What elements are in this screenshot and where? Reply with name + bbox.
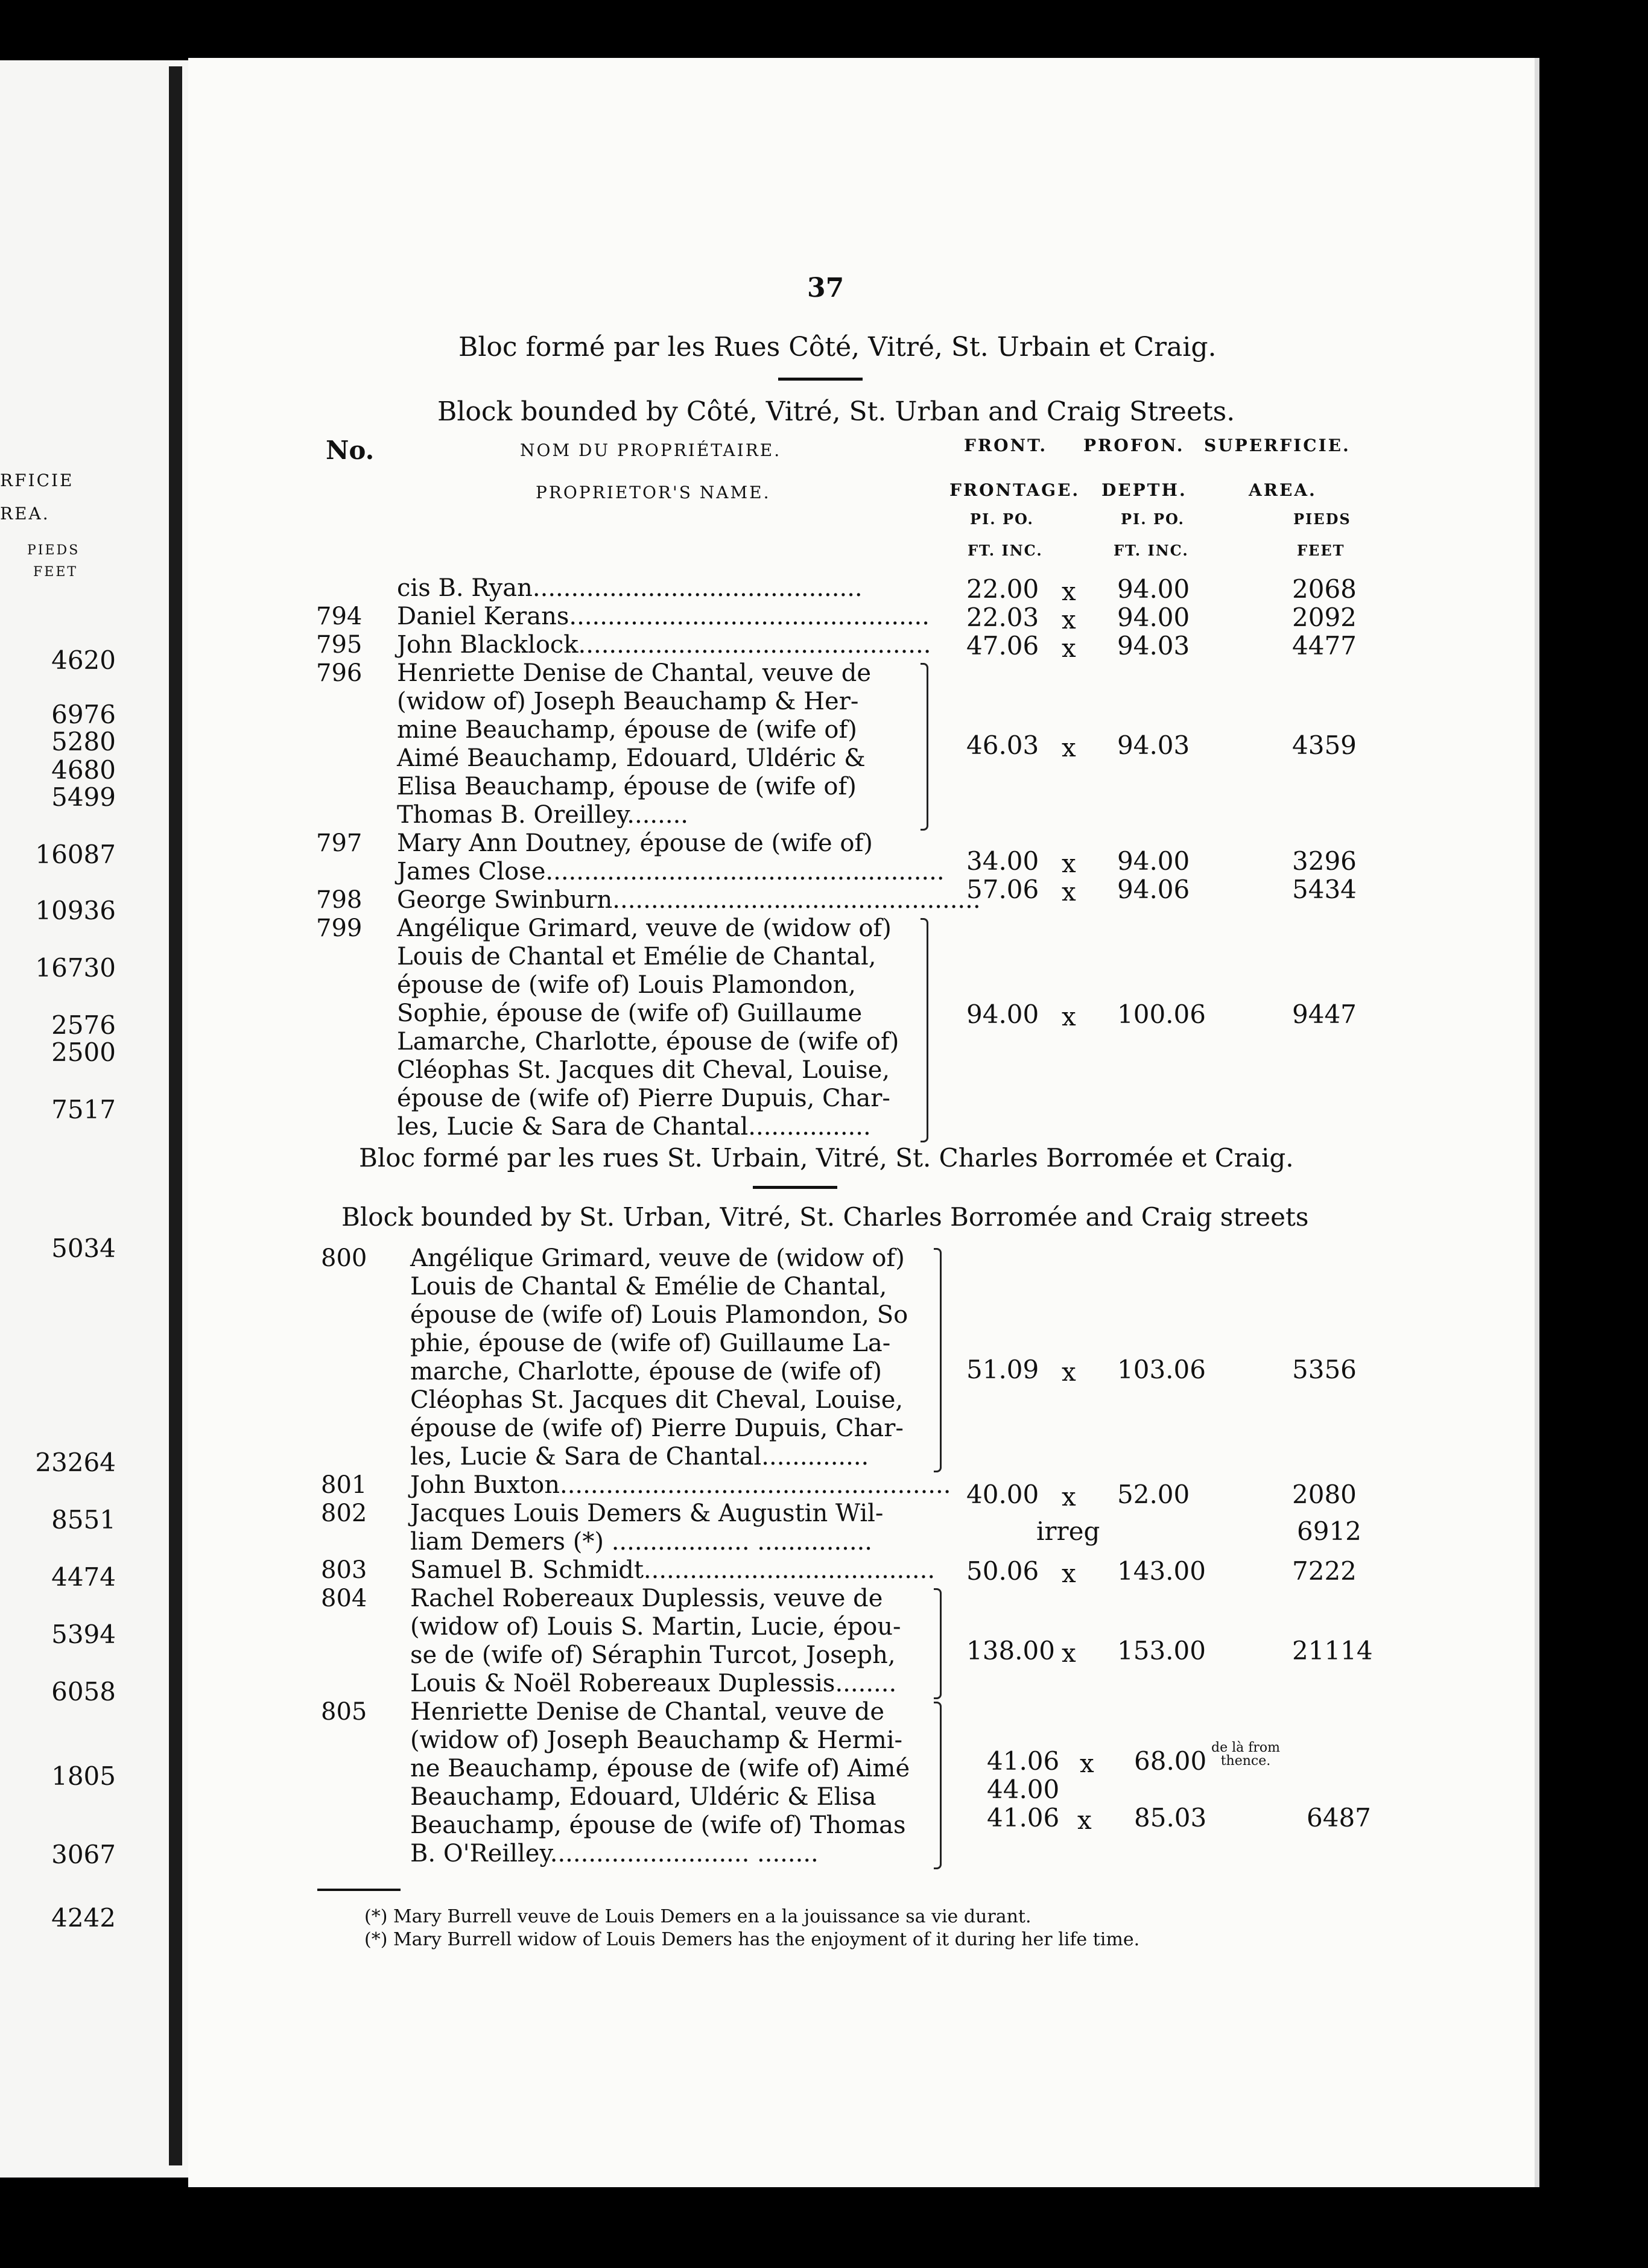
left-area-value: 4680 <box>51 755 116 785</box>
entry-number: 802 <box>321 1500 367 1527</box>
left-page-header-1: RFICIE <box>0 470 74 490</box>
header-depth-unit1: PI. PO. <box>1121 510 1185 528</box>
depth-value: 52.00 <box>1117 1480 1190 1510</box>
proprietor-line: (widow of) Louis S. Martin, Lucie, épou- <box>410 1613 901 1641</box>
header-depth-fr: PROFON. <box>1083 436 1185 455</box>
header-front-unit2: FT. INC. <box>968 542 1043 559</box>
proprietor-line: Cléophas St. Jacques dit Cheval, Louise, <box>397 1056 890 1084</box>
depth-value: 100.06 <box>1117 999 1206 1029</box>
proprietor-line: Louis de Chantal et Emélie de Chantal, <box>397 943 876 971</box>
times-sign: x <box>1062 732 1076 762</box>
proprietor-line: phie, épouse de (wife of) Guillaume La- <box>410 1329 891 1357</box>
header-area-unit1: PIEDS <box>1293 510 1351 528</box>
proprietor-line: Angélique Grimard, veuve de (widow of) <box>397 914 892 942</box>
proprietor-line: cis B. Ryan........................................... <box>397 574 863 602</box>
proprietor-line: Louis de Chantal & Emélie de Chantal, <box>410 1273 887 1300</box>
entry-number: 794 <box>316 603 363 630</box>
left-area-value: 6976 <box>51 700 116 729</box>
footnote-fr: (*) Mary Burrell veuve de Louis Demers en a la jouissance sa vie durant. <box>364 1906 1032 1927</box>
proprietor-line: Samuel B. Schmidt...................................... <box>410 1556 936 1584</box>
times-sign: x <box>1062 1482 1076 1512</box>
proprietor-line: Thomas B. Oreilley........ <box>397 801 689 829</box>
header-front-fr: FRONT. <box>964 436 1048 455</box>
frontage-value: 22.00 <box>966 574 1039 604</box>
entry-brace <box>921 918 928 1142</box>
area-value: 6912 <box>1297 1516 1361 1547</box>
left-page-header-2: REA. <box>0 504 50 524</box>
times-sign: x <box>1080 1748 1094 1778</box>
header-name-fr: NOM DU PROPRIÉTAIRE. <box>520 440 782 460</box>
times-sign: x <box>1062 877 1076 907</box>
proprietor-line: Cléophas St. Jacques dit Cheval, Louise, <box>410 1386 904 1414</box>
left-area-value: 16730 <box>35 953 116 983</box>
proprietor-line: épouse de (wife of) Louis Plamondon, So <box>410 1301 908 1329</box>
area-value: 2080 <box>1292 1480 1357 1510</box>
proprietor-line: Aimé Beauchamp, Edouard, Uldéric & <box>397 744 866 772</box>
area-value: 9447 <box>1292 999 1357 1029</box>
frontage-value: 22.03 <box>966 603 1039 632</box>
header-name-en: PROPRIETOR'S NAME. <box>536 483 771 502</box>
frontage-value: 50.06 <box>966 1556 1039 1586</box>
depth-value: 94.00 <box>1117 574 1190 604</box>
frontage-value: 41.06 <box>987 1802 1060 1832</box>
area-value: 5434 <box>1292 875 1357 905</box>
depth-value: 94.00 <box>1117 603 1190 632</box>
depth-value: 68.00 <box>1134 1746 1207 1776</box>
times-sign: x <box>1062 605 1076 635</box>
section2-title-fr: Bloc formé par les rues St. Urbain, Vitré, St. Charles Borromée et Craig. <box>359 1143 1294 1173</box>
entry-number: 799 <box>316 914 363 942</box>
title-rule <box>778 378 863 381</box>
frontage-value: 47.06 <box>966 631 1039 660</box>
area-value: 21114 <box>1292 1635 1373 1665</box>
times-sign: x <box>1062 577 1076 606</box>
left-page-header-3: PIEDS <box>27 543 80 558</box>
depth-value: 143.00 <box>1117 1556 1206 1586</box>
header-area-fr: SUPERFICIE. <box>1204 436 1351 455</box>
section1-title-fr: Bloc formé par les Rues Côté, Vitré, St. Urbain et Craig. <box>458 332 1217 363</box>
area-value: 4477 <box>1292 631 1357 660</box>
entry-number: 795 <box>316 631 363 659</box>
times-sign: x <box>1062 849 1076 879</box>
from-thence-note: de là from thence. <box>1211 1740 1280 1769</box>
proprietor-line: liam Demers (*) .................. ............... <box>410 1528 873 1556</box>
proprietor-line: mine Beauchamp, épouse de (wife of) <box>397 716 857 744</box>
entry-number: 800 <box>321 1244 367 1272</box>
depth-value: 85.03 <box>1134 1802 1207 1832</box>
left-area-value: 5394 <box>51 1620 116 1649</box>
entry-brace <box>934 1588 942 1699</box>
area-value: 3296 <box>1292 846 1357 876</box>
proprietor-line: ne Beauchamp, épouse de (wife of) Aimé <box>410 1755 910 1782</box>
proprietor-line: se de (wife of) Séraphin Turcot, Joseph, <box>410 1641 896 1669</box>
area-value: 5356 <box>1292 1355 1357 1385</box>
proprietor-line: Mary Ann Doutney, épouse de (wife of) <box>397 829 873 857</box>
area-value: 2068 <box>1292 574 1357 604</box>
page-gutter <box>169 66 182 2165</box>
frontage-value: 46.03 <box>966 730 1039 760</box>
frontage-value: 138.00 <box>966 1635 1055 1665</box>
area-value: 2092 <box>1292 603 1357 632</box>
left-area-value: 3067 <box>51 1840 116 1869</box>
proprietor-line: John Blacklock.............................................. <box>397 631 931 659</box>
left-area-value: 4620 <box>51 645 116 675</box>
area-value: 6487 <box>1307 1802 1371 1832</box>
area-value: 4359 <box>1292 730 1357 760</box>
proprietor-line: Louis & Noël Robereaux Duplessis........ <box>410 1670 897 1697</box>
proprietor-line: James Close.................................................... <box>397 858 945 885</box>
entry-number: 796 <box>316 659 363 687</box>
depth-value: 94.03 <box>1117 631 1190 660</box>
proprietor-line: George Swinburn................................................ <box>397 886 981 914</box>
proprietor-line: Jacques Louis Demers & Augustin Wil- <box>410 1500 884 1527</box>
proprietor-line: Elisa Beauchamp, épouse de (wife of) <box>397 773 857 800</box>
entry-number: 804 <box>321 1585 367 1612</box>
frontage-value: 41.06 <box>987 1746 1060 1776</box>
left-area-value: 6058 <box>51 1677 116 1706</box>
proprietor-line: (widow of) Joseph Beauchamp & Hermi- <box>410 1726 903 1754</box>
times-sign: x <box>1062 1638 1076 1668</box>
times-sign: x <box>1062 1559 1076 1588</box>
proprietor-line: B. O'Reilley.......................... ........ <box>410 1840 819 1867</box>
left-area-value: 5280 <box>51 727 116 756</box>
header-area-unit2: FEET <box>1297 542 1345 559</box>
header-depth-en: DEPTH. <box>1101 480 1187 500</box>
irregular-label: irreg <box>1036 1516 1100 1547</box>
left-page-header-4: FEET <box>33 565 78 580</box>
section2-title-en: Block bounded by St. Urban, Vitré, St. Charles Borromée and Craig streets <box>341 1202 1309 1232</box>
left-area-value: 7517 <box>51 1095 116 1124</box>
entry-brace <box>934 1248 942 1472</box>
entry-number: 797 <box>316 829 363 857</box>
frontage-value: 94.00 <box>966 999 1039 1029</box>
times-sign: x <box>1062 633 1076 663</box>
frontage-value: 57.06 <box>966 875 1039 905</box>
left-area-value: 4474 <box>51 1562 116 1592</box>
proprietor-line: John Buxton................................................... <box>410 1471 951 1499</box>
depth-value: 94.03 <box>1117 730 1190 760</box>
times-sign: x <box>1062 1002 1076 1031</box>
entry-brace <box>921 663 928 831</box>
area-value: 7222 <box>1292 1556 1357 1586</box>
left-area-value: 10936 <box>35 896 116 925</box>
left-area-value: 2576 <box>51 1010 116 1040</box>
proprietor-line: épouse de (wife of) Pierre Dupuis, Char- <box>397 1085 890 1112</box>
depth-value: 94.06 <box>1117 875 1190 905</box>
proprietor-line: Henriette Denise de Chantal, veuve de <box>410 1698 885 1726</box>
left-area-value: 2500 <box>51 1037 116 1067</box>
entry-number: 798 <box>316 886 363 914</box>
left-area-value: 4242 <box>51 1903 116 1933</box>
entry-number: 805 <box>321 1698 367 1726</box>
proprietor-line: marche, Charlotte, épouse de (wife of) <box>410 1358 882 1386</box>
header-depth-unit2: FT. INC. <box>1114 542 1189 559</box>
proprietor-line: Sophie, épouse de (wife of) Guillaume <box>397 999 863 1027</box>
footnote-en: (*) Mary Burrell widow of Louis Demers has the enjoyment of it during her life time. <box>364 1929 1140 1950</box>
left-area-value: 5034 <box>51 1234 116 1263</box>
depth-value: 103.06 <box>1117 1355 1206 1385</box>
proprietor-line: Angélique Grimard, veuve de (widow of) <box>410 1244 905 1272</box>
frontage-value: 34.00 <box>966 846 1039 876</box>
section1-title-en: Block bounded by Côté, Vitré, St. Urban and Craig Streets. <box>437 396 1235 427</box>
proprietor-line: Rachel Robereaux Duplessis, veuve de <box>410 1585 883 1612</box>
proprietor-line: Beauchamp, Edouard, Uldéric & Elisa <box>410 1783 876 1811</box>
proprietor-line: épouse de (wife of) Louis Plamondon, <box>397 971 856 999</box>
times-sign: x <box>1062 1357 1076 1387</box>
title-rule-2 <box>753 1186 837 1189</box>
proprietor-line: Beauchamp, épouse de (wife of) Thomas <box>410 1811 906 1839</box>
footnote-rule <box>317 1889 401 1891</box>
left-area-value: 1805 <box>51 1761 116 1791</box>
left-area-value: 16087 <box>35 840 116 869</box>
header-area-en: AREA. <box>1249 480 1317 500</box>
proprietor-line: (widow of) Joseph Beauchamp & Her- <box>397 688 859 715</box>
depth-value: 153.00 <box>1117 1635 1206 1665</box>
left-area-value: 5499 <box>51 782 116 812</box>
frontage-value: 51.09 <box>966 1355 1039 1385</box>
left-area-value: 23264 <box>35 1448 116 1477</box>
header-front-en: FRONTAGE. <box>949 480 1080 500</box>
proprietor-line: les, Lucie & Sara de Chantal.............. <box>410 1443 869 1471</box>
entry-brace <box>934 1702 942 1869</box>
header-front-unit1: PI. PO. <box>970 510 1034 528</box>
header-no: No. <box>326 436 375 465</box>
frontage-value: 44.00 <box>987 1774 1060 1804</box>
times-sign: x <box>1077 1805 1092 1835</box>
proprietor-line: Henriette Denise de Chantal, veuve de <box>397 659 872 687</box>
entry-number: 803 <box>321 1556 367 1584</box>
depth-value: 94.00 <box>1117 846 1190 876</box>
frontage-value: 40.00 <box>966 1480 1039 1510</box>
left-area-value: 8551 <box>51 1505 116 1535</box>
page-number: 37 <box>807 273 845 303</box>
proprietor-line: épouse de (wife of) Pierre Dupuis, Char- <box>410 1414 904 1442</box>
proprietor-line: Lamarche, Charlotte, épouse de (wife of) <box>397 1028 899 1056</box>
proprietor-line: Daniel Kerans............................................... <box>397 603 930 630</box>
proprietor-line: les, Lucie & Sara de Chantal................ <box>397 1113 871 1141</box>
entry-number: 801 <box>321 1471 367 1499</box>
